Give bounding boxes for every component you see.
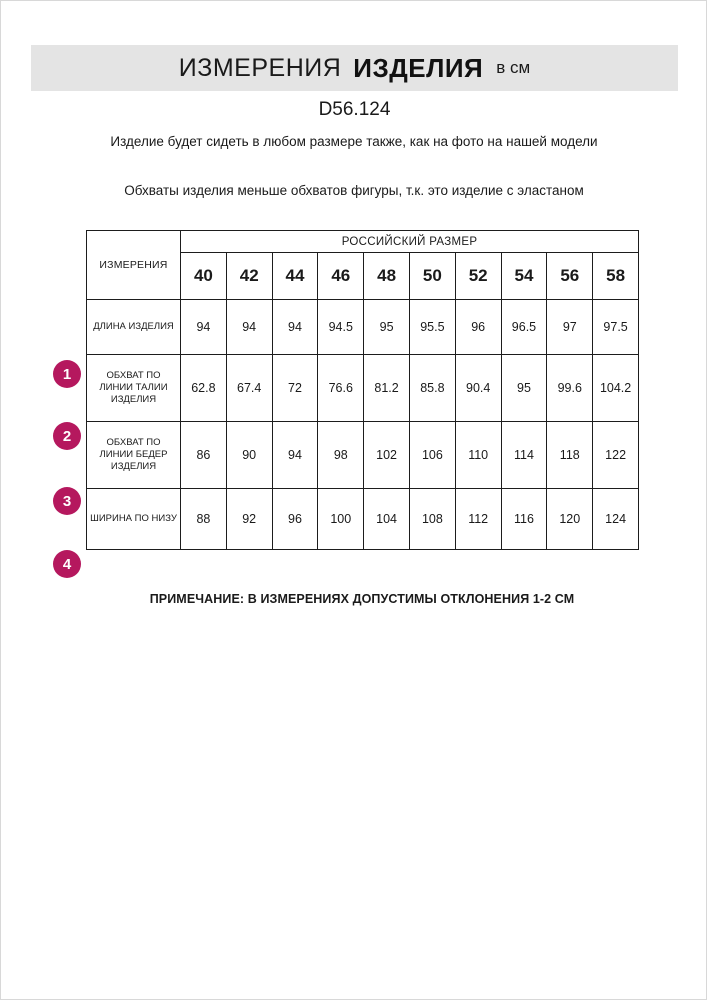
title-units: в см xyxy=(496,58,531,77)
cell-r2-c8: 95 xyxy=(501,355,547,422)
cell-r4-c8: 116 xyxy=(501,489,547,550)
row-bullet-1: 1 xyxy=(53,360,81,388)
row-bullet-4: 4 xyxy=(53,550,81,578)
cell-r3-c3: 94 xyxy=(272,422,318,489)
cell-r4-c2: 92 xyxy=(226,489,272,550)
footnote-tolerance: ПРИМЕЧАНИЕ: В ИЗМЕРЕНИЯХ ДОПУСТИМЫ ОТКЛОНЕНИЯ 1-2 СМ xyxy=(149,592,575,606)
header-size-54: 54 xyxy=(501,253,547,300)
table-row xyxy=(87,355,639,422)
cell-r4-c3: 96 xyxy=(272,489,318,550)
cell-r4-c1: 88 xyxy=(181,489,227,550)
row-label-hips: ОБХВАТ ПО ЛИНИИ БЕДЕР ИЗДЕЛИЯ xyxy=(87,422,181,489)
cell-r4-c5: 104 xyxy=(364,489,410,550)
cell-r4-c6: 108 xyxy=(409,489,455,550)
cell-r2-c9: 99.6 xyxy=(547,355,593,422)
article-code: D56.124 xyxy=(318,99,391,120)
header-size-44: 44 xyxy=(272,253,318,300)
cell-r2-c7: 90.4 xyxy=(455,355,501,422)
size-table-wrap xyxy=(86,230,638,550)
header-measurements: ИЗМЕРЕНИЯ xyxy=(87,231,181,300)
title-product: ИЗДЕЛИЯ xyxy=(353,52,484,83)
cell-r3-c1: 86 xyxy=(181,422,227,489)
cell-r1-c1: 94 xyxy=(181,300,227,355)
row-label-bottom-width: ШИРИНА ПО НИЗУ xyxy=(87,489,181,550)
header-size-50: 50 xyxy=(409,253,455,300)
cell-r3-c5: 102 xyxy=(364,422,410,489)
table-header-group-row xyxy=(87,231,639,253)
header-size-40: 40 xyxy=(181,253,227,300)
measurement-sheet xyxy=(31,31,678,971)
header-russian-size: РОССИЙСКИЙ РАЗМЕР xyxy=(181,231,639,253)
cell-r2-c10: 104.2 xyxy=(593,355,639,422)
row-bullet-2: 2 xyxy=(53,422,81,450)
cell-r1-c4: 94.5 xyxy=(318,300,364,355)
row-label-waist: ОБХВАТ ПО ЛИНИИ ТАЛИИ ИЗДЕЛИЯ xyxy=(87,355,181,422)
table-row xyxy=(87,422,639,489)
fit-note: Изделие будет сидеть в любом размере также, как на фото на нашей модели xyxy=(110,134,598,149)
cell-r3-c10: 122 xyxy=(593,422,639,489)
cell-r2-c5: 81.2 xyxy=(364,355,410,422)
cell-r1-c6: 95.5 xyxy=(409,300,455,355)
cell-r2-c6: 85.8 xyxy=(409,355,455,422)
cell-r3-c6: 106 xyxy=(409,422,455,489)
header-size-42: 42 xyxy=(226,253,272,300)
title-measurements: ИЗМЕРЕНИЯ xyxy=(178,53,342,82)
cell-r2-c1: 62.8 xyxy=(181,355,227,422)
cell-r4-c10: 124 xyxy=(593,489,639,550)
page-title-band xyxy=(31,45,678,91)
cell-r3-c8: 114 xyxy=(501,422,547,489)
cell-r1-c8: 96.5 xyxy=(501,300,547,355)
cell-r4-c4: 100 xyxy=(318,489,364,550)
elastane-note: Обхваты изделия меньше обхватов фигуры, т.к. это изделие с эластаном xyxy=(124,183,584,198)
cell-r3-c7: 110 xyxy=(455,422,501,489)
cell-r1-c7: 96 xyxy=(455,300,501,355)
cell-r1-c9: 97 xyxy=(547,300,593,355)
table-row xyxy=(87,300,639,355)
cell-r1-c3: 94 xyxy=(272,300,318,355)
cell-r3-c4: 98 xyxy=(318,422,364,489)
header-size-58: 58 xyxy=(593,253,639,300)
cell-r1-c10: 97.5 xyxy=(593,300,639,355)
cell-r3-c9: 118 xyxy=(547,422,593,489)
cell-r1-c5: 95 xyxy=(364,300,410,355)
size-table xyxy=(86,230,639,550)
row-bullet-3: 3 xyxy=(53,487,81,515)
header-size-48: 48 xyxy=(364,253,410,300)
header-size-56: 56 xyxy=(547,253,593,300)
cell-r1-c2: 94 xyxy=(226,300,272,355)
header-size-46: 46 xyxy=(318,253,364,300)
cell-r2-c4: 76.6 xyxy=(318,355,364,422)
cell-r4-c9: 120 xyxy=(547,489,593,550)
table-row xyxy=(87,489,639,550)
row-label-length: ДЛИНА ИЗДЕЛИЯ xyxy=(87,300,181,355)
cell-r3-c2: 90 xyxy=(226,422,272,489)
cell-r4-c7: 112 xyxy=(455,489,501,550)
header-size-52: 52 xyxy=(455,253,501,300)
cell-r2-c2: 67.4 xyxy=(226,355,272,422)
cell-r2-c3: 72 xyxy=(272,355,318,422)
